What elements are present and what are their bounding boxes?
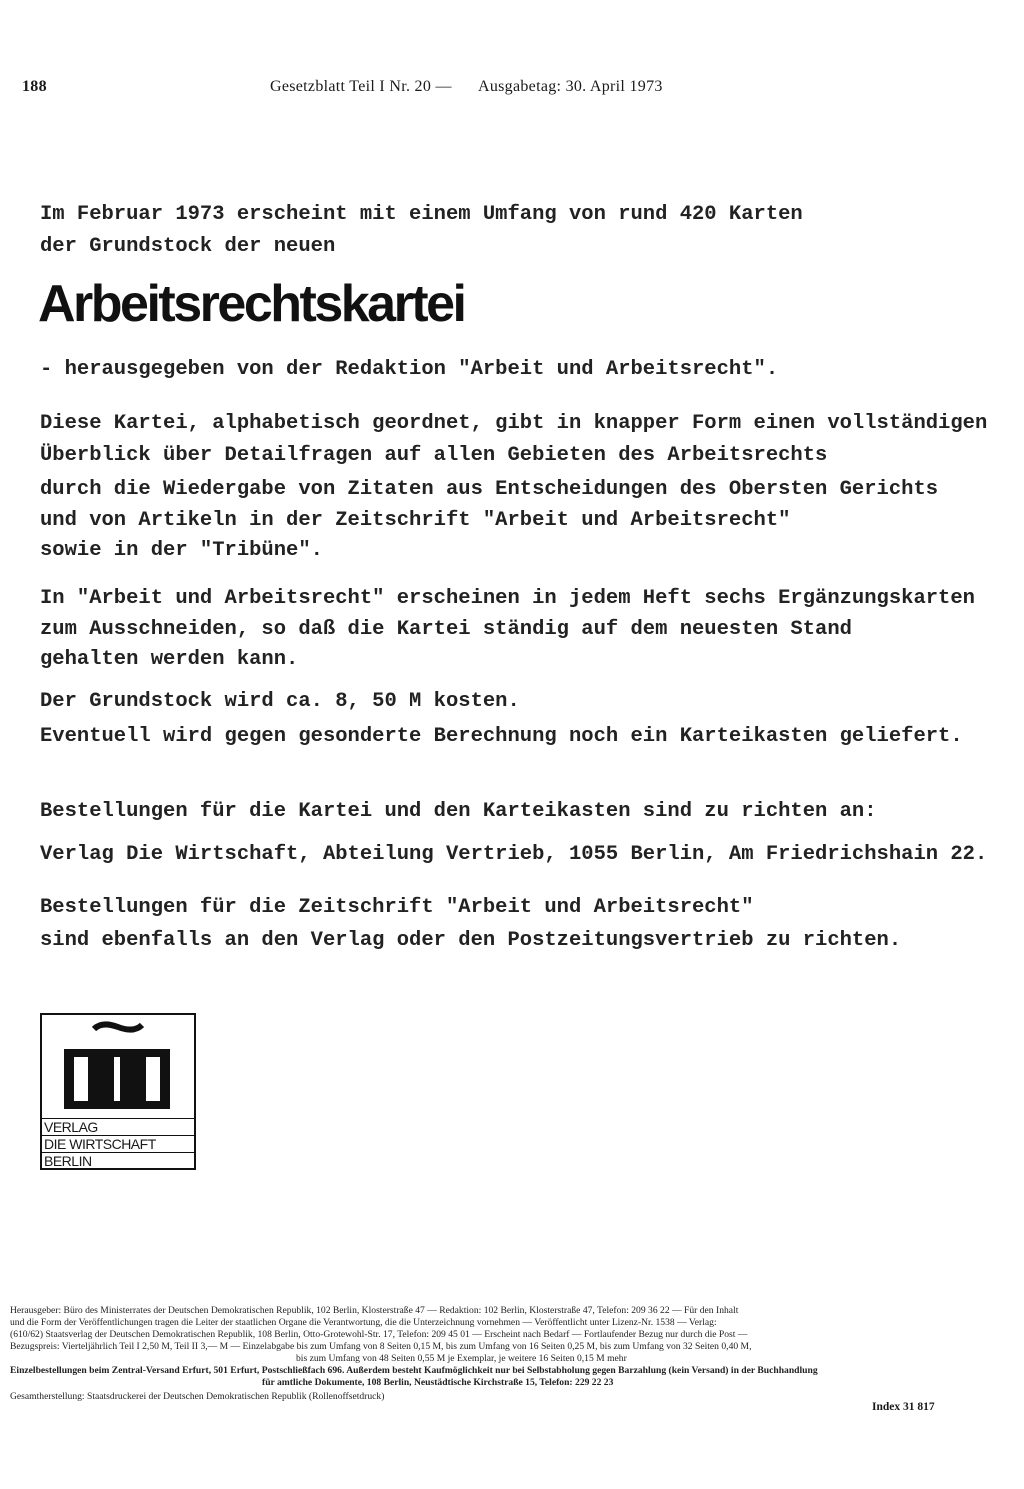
logo-text-berlin: BERLIN [42, 1152, 194, 1169]
catalog-title: Arbeitsrechtskartei [38, 275, 465, 333]
index-number: Index 31 817 [872, 1401, 935, 1413]
paragraph1-line-5: sowie in der "Tribüne". [40, 539, 323, 562]
issue-date: Ausgabetag: 30. April 1973 [478, 78, 663, 95]
imprint-line-7: für amtliche Dokumente, 108 Berlin, Neustädtische Kirchstraße 15, Telefon: 229 22 23 [262, 1377, 614, 1388]
logo-text-verlag: VERLAG [42, 1118, 194, 1135]
gazette-title: Gesetzblatt Teil I Nr. 20 — [270, 78, 452, 95]
paragraph1-line-2: Überblick über Detailfragen auf allen Gebieten des Arbeitsrechts [40, 444, 828, 467]
imprint-line-3: (610/62) Staatsverlag der Deutschen Demokratischen Republik, 108 Berlin, Otto-Grotewohl-Str. 17, Telefon: 209 45 01 — Erscheint nach Bedarf — Fortlaufender Bezug nur durch die Post — [10, 1329, 748, 1340]
paragraph1-line-3: durch die Wiedergabe von Zitaten aus Entscheidungen des Obersten Gerichts [40, 478, 939, 501]
paragraph2-line-1: In "Arbeit und Arbeitsrecht" erscheinen in jedem Heft sechs Ergänzungskarten [40, 587, 975, 610]
publisher-logo [40, 1013, 196, 1170]
magazine-orders-line-1: Bestellungen für die Zeitschrift "Arbeit und Arbeitsrecht" [40, 896, 754, 919]
imprint-line-6: Einzelbestellungen beim Zentral-Versand Erfurt, 501 Erfurt, Postschließfach 696. Außerdem besteht Kaufmöglichkeit nur bei Selbstabholung gegen Barzahlung (kein Versand) in der Buchhandlung [10, 1365, 818, 1376]
box-note-line: Eventuell wird gegen gesonderte Berechnung noch ein Karteikasten geliefert. [40, 725, 963, 748]
paragraph2-line-3: gehalten werden kann. [40, 648, 299, 671]
orders-line: Bestellungen für die Kartei und den Karteikasten sind zu richten an: [40, 800, 877, 823]
logo-text-die-wirtschaft: DIE WIRTSCHAFT [42, 1135, 194, 1152]
subtitle: - herausgegeben von der Redaktion "Arbeit und Arbeitsrecht". [40, 358, 779, 381]
paragraph2-line-2: zum Ausschneiden, so daß die Kartei ständig auf dem neuesten Stand [40, 618, 852, 641]
page-number: 188 [22, 78, 47, 95]
intro-line-2: der Grundstock der neuen [40, 235, 336, 258]
imprint-line-8: Gesamtherstellung: Staatsdruckerei der Deutschen Demokratischen Republik (Rollenoffsetdruck) [10, 1391, 385, 1402]
imprint-line-4: Bezugspreis: Vierteljährlich Teil I 2,50 M, Teil II 3,— M — Einzelabgabe bis zum Umfang von 8 Seiten 0,15 M, bis zum Umfang von 16 Seiten 0,25 M, bis zum Umfang von 32 Seiten 0,40 M, [10, 1341, 752, 1352]
paragraph1-line-1: Diese Kartei, alphabetisch geordnet, gibt in knapper Form einen vollständigen [40, 412, 988, 435]
imprint-line-2: und die Form der Veröffentlichungen tragen die Leiter der staatlichen Organe die Verantwortung, die die Unterzeichnung vornehmen — Veröffentlicht unter Lizenz-Nr. 1538 — Verlag: [10, 1317, 717, 1328]
book-emblem-icon [42, 1015, 194, 1115]
publisher-address: Verlag Die Wirtschaft, Abteilung Vertrieb, 1055 Berlin, Am Friedrichshain 22. [40, 843, 988, 866]
magazine-orders-line-2: sind ebenfalls an den Verlag oder den Postzeitungsvertrieb zu richten. [40, 929, 902, 952]
price-line: Der Grundstock wird ca. 8, 50 M kosten. [40, 690, 520, 713]
paragraph1-line-4: und von Artikeln in der Zeitschrift "Arbeit und Arbeitsrecht" [40, 509, 791, 532]
imprint-line-1: Herausgeber: Büro des Ministerrates der Deutschen Demokratischen Republik, 102 Berlin, Klosterstraße 47 — Redaktion: 102 Berlin, Klosterstraße 47, Telefon: 209 36 22 — Für den Inhalt [10, 1305, 739, 1316]
imprint-line-5: bis zum Umfang von 48 Seiten 0,55 M je Exemplar, je weitere 16 Seiten 0,15 M mehr [296, 1353, 627, 1364]
intro-line-1: Im Februar 1973 erscheint mit einem Umfang von rund 420 Karten [40, 203, 803, 226]
